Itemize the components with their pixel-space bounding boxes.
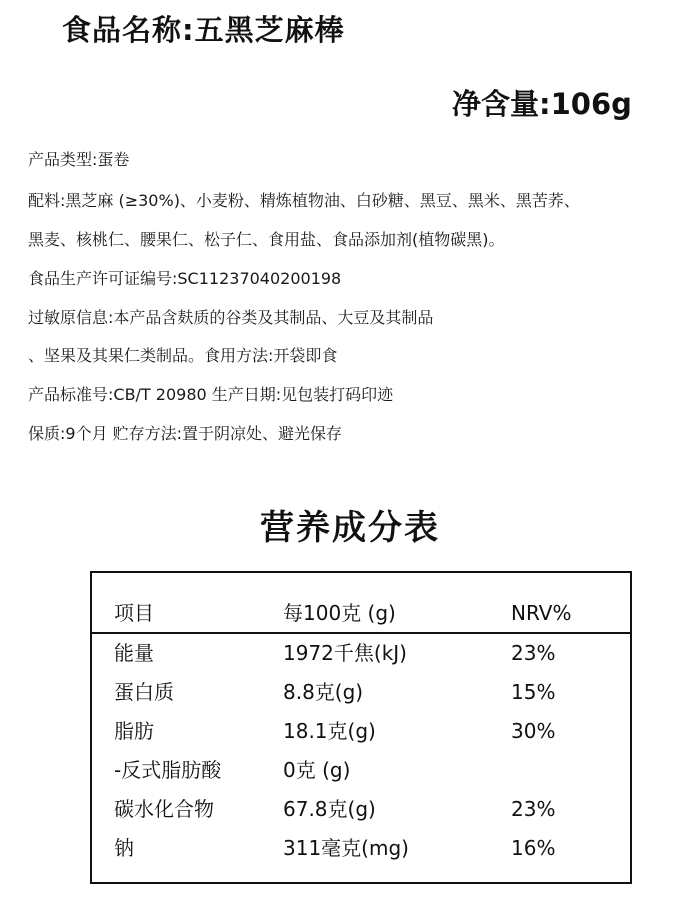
nutrient-nrv: 30% xyxy=(511,719,556,743)
info-line-allergen-1: 过敏原信息:本产品含麸质的谷类及其制品、大豆及其制品 xyxy=(28,308,434,327)
header-nrv: NRV% xyxy=(511,601,572,625)
nutrient-name: 蛋白质 xyxy=(114,680,174,704)
table-row xyxy=(92,833,630,863)
table-row xyxy=(92,638,630,668)
info-line-standard: 产品标准号:CB/T 20980 生产日期:见包装打码印迹 xyxy=(28,385,394,404)
info-line-allergen-2: 、坚果及其果仁类制品。食用方法:开袋即食 xyxy=(28,346,338,365)
nutrient-nrv: 23% xyxy=(511,797,556,821)
nutrient-amount: 0克 (g) xyxy=(283,758,351,782)
info-line-shelf-life: 保质:9个月 贮存方法:置于阴凉处、避光保存 xyxy=(28,424,343,443)
table-row xyxy=(92,716,630,746)
nutrient-amount: 67.8克(g) xyxy=(283,797,376,821)
nutrition-table-title: 营养成分表 xyxy=(260,508,440,548)
info-line-ingredients-1: 配料:黑芝麻 (≥30%)、小麦粉、精炼植物油、白砂糖、黑豆、黑米、黑苦荞、 xyxy=(28,191,580,210)
nutrient-name: 碳水化合物 xyxy=(114,797,214,821)
nutrient-amount: 311毫克(mg) xyxy=(283,836,409,860)
product-name: 食品名称:五黑芝麻棒 xyxy=(62,13,345,47)
nutrient-nrv: 15% xyxy=(511,680,556,704)
nutrient-name: 能量 xyxy=(114,641,154,665)
header-divider xyxy=(92,632,630,634)
table-header-row xyxy=(92,598,630,628)
info-line-license: 食品生产许可证编号:SC11237040200198 xyxy=(28,269,342,288)
nutrient-amount: 1972千焦(kJ) xyxy=(283,641,407,665)
nutrient-name: 脂肪 xyxy=(114,719,154,743)
info-line-product-type: 产品类型:蛋卷 xyxy=(28,150,130,169)
nutrition-table xyxy=(90,571,632,884)
table-row xyxy=(92,794,630,824)
nutrient-name: -反式脂肪酸 xyxy=(114,758,222,782)
nutrient-name: 钠 xyxy=(114,836,134,860)
net-content: 净含量:106g xyxy=(452,87,632,121)
header-per-100g: 每100克 (g) xyxy=(283,601,396,625)
info-line-ingredients-2: 黑麦、核桃仁、腰果仁、松子仁、食用盐、食品添加剂(植物碳黑)。 xyxy=(28,230,505,249)
header-item: 项目 xyxy=(114,601,154,625)
nutrient-amount: 18.1克(g) xyxy=(283,719,376,743)
nutrient-amount: 8.8克(g) xyxy=(283,680,364,704)
table-row xyxy=(92,677,630,707)
nutrient-nrv: 23% xyxy=(511,641,556,665)
nutrient-nrv: 16% xyxy=(511,836,556,860)
table-row xyxy=(92,755,630,785)
